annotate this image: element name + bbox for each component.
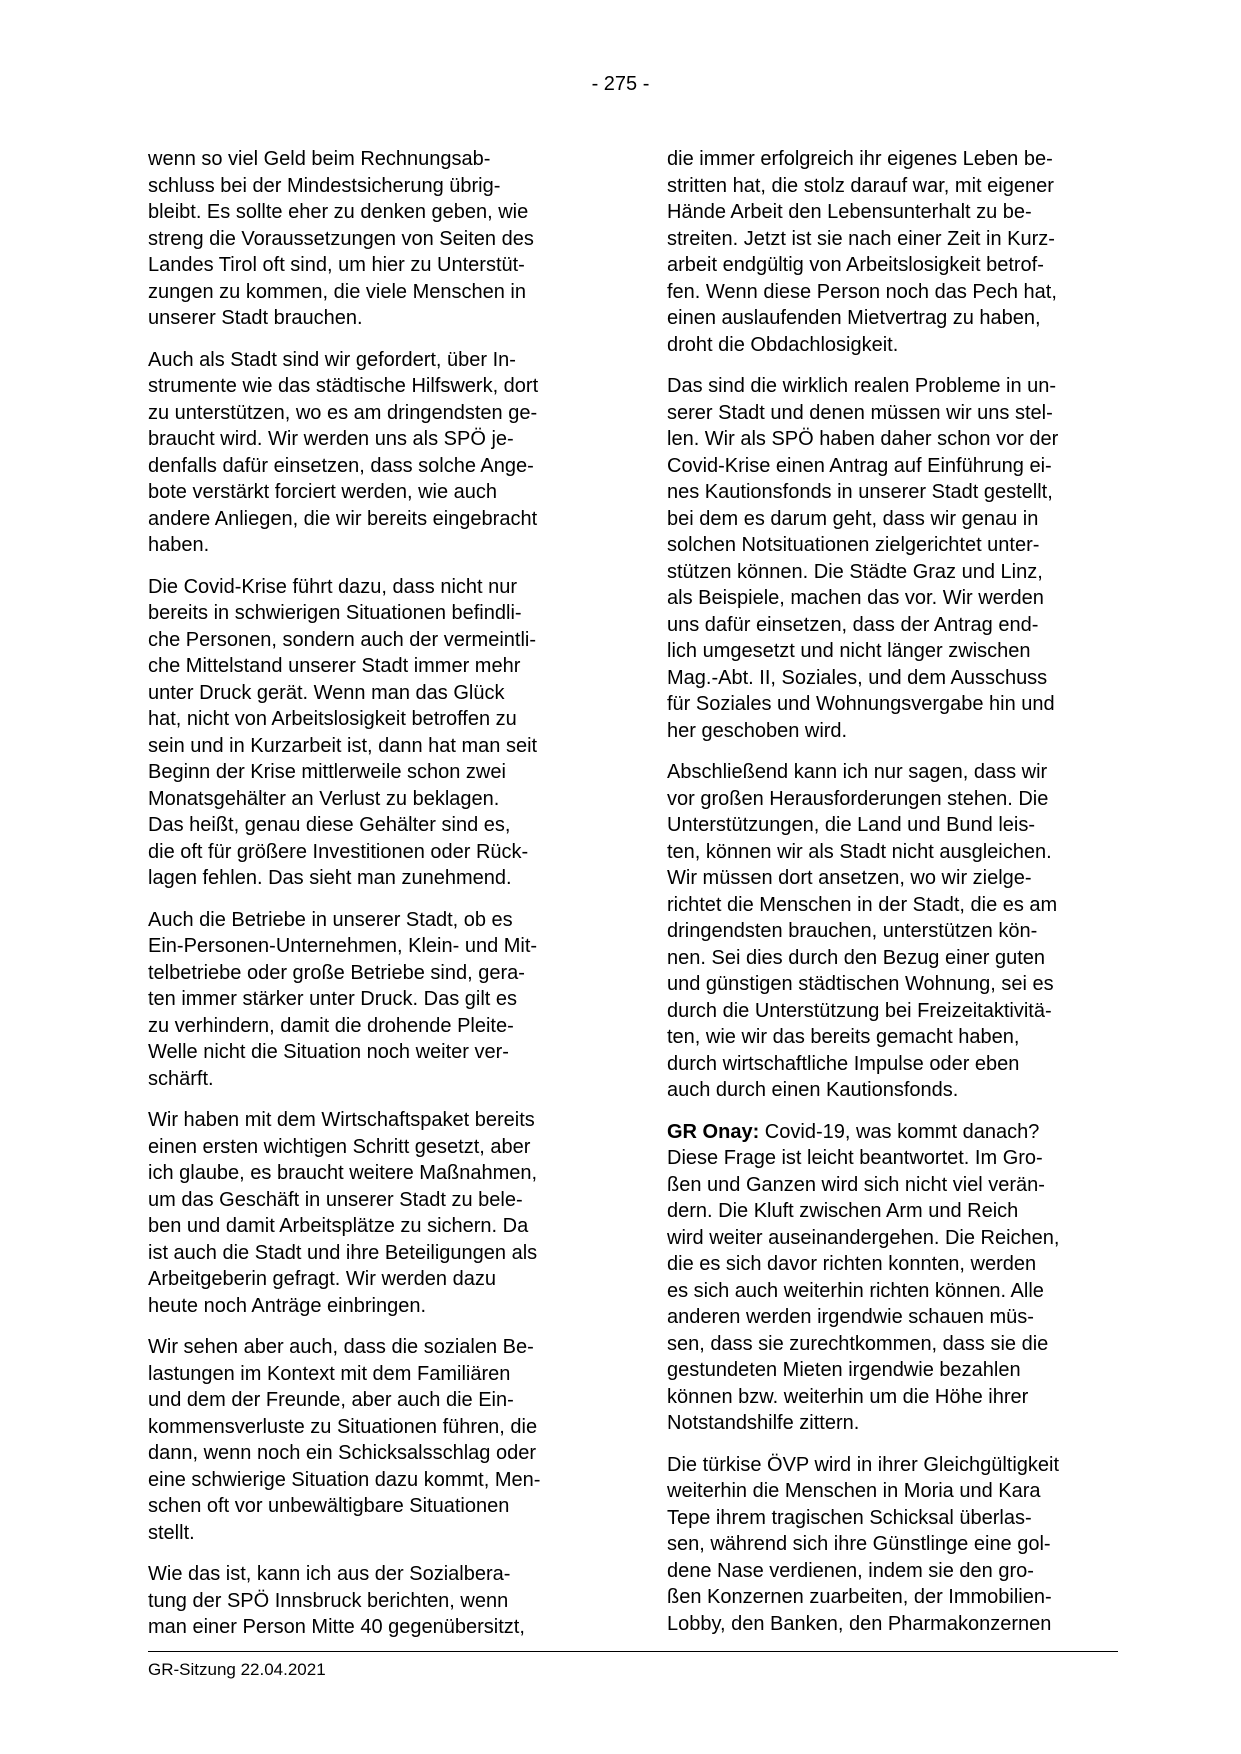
paragraph (667, 1119, 1113, 1437)
text-line: können bzw. weiterhin um die Höhe ihrer (667, 1385, 1029, 1408)
text-line: Tepe ihrem tragischen Schicksal überlas- (667, 1506, 1032, 1529)
text-line: die es sich davor richten konnten, werden (667, 1253, 1037, 1275)
text-line: wird weiter auseinandergehen. Die Reichen, (667, 1226, 1060, 1249)
text-line: solchen Notsituationen zielgerichtet unter- (667, 534, 1040, 556)
text-line: Auch die Betriebe in unserer Stadt, ob es (148, 908, 513, 931)
text-line: schen oft vor unbewältigbare Situationen (148, 1495, 510, 1517)
text-line: ßen Konzernen zuarbeiten, der Immobilien- (667, 1586, 1052, 1608)
text-line: bleibt. Es sollte eher zu denken geben, wie (148, 201, 529, 223)
text-line: Das sind die wirklich realen Probleme in un- (667, 375, 1057, 397)
text-line: eine schwierige Situation dazu kommt, Men- (148, 1468, 541, 1491)
text-line: lich umgesetzt und nicht länger zwischen (667, 640, 1031, 662)
paragraph (148, 347, 594, 559)
text-line: dern. Die Kluft zwischen Arm und Reich (667, 1200, 1019, 1222)
text-line: len. Wir als SPÖ haben daher schon vor der (667, 428, 1059, 450)
text-line: durch wirtschaftliche Impulse oder eben (667, 1052, 1020, 1075)
text-line: stritten hat, die stolz darauf war, mit eigener (667, 174, 1054, 197)
text-line: wenn so viel Geld beim Rechnungsab- (148, 148, 491, 170)
footer-session-date: GR-Sitzung 22.04.2021 (148, 1660, 326, 1679)
text-line: haben. (148, 534, 210, 556)
text-line: che Personen, sondern auch der vermeintli- (148, 628, 536, 651)
text-line: ten, wie wir das bereits gemacht haben, (667, 1026, 1020, 1048)
text-line: Die türkise ÖVP wird in ihrer Gleichgültigkeit (667, 1453, 1060, 1476)
paragraph (148, 1561, 594, 1641)
text-line: Hände Arbeit den Lebensunterhalt zu be- (667, 201, 1032, 223)
text-line: kommensverluste zu Situationen führen, die (148, 1415, 538, 1438)
text-line: vor großen Herausforderungen stehen. Die (667, 787, 1049, 810)
text-line: bei dem es darum geht, dass wir genau in (667, 507, 1039, 530)
page-number: - 275 - (591, 73, 650, 95)
text-line: schärft. (148, 1067, 214, 1090)
paragraph (667, 146, 1113, 358)
text-line: zungen zu kommen, die viele Menschen in (148, 280, 526, 303)
text-line: einen ersten wichtigen Schritt gesetzt, aber (148, 1135, 531, 1158)
text-line: tung der SPÖ Innsbruck berichten, wenn (148, 1589, 509, 1612)
text-line: dringendsten brauchen, unterstützen kön- (667, 920, 1038, 942)
text-line: ist auch die Stadt und ihre Beteiligungen als (148, 1241, 538, 1264)
speaker-name: GR Onay: (667, 1120, 760, 1143)
text-line: Ein-Personen-Unternehmen, Klein- und Mit- (148, 935, 538, 957)
text-line: stellt. (148, 1521, 195, 1544)
text-line: nes Kautionsfonds in unserer Stadt gestellt, (667, 481, 1053, 503)
text-line: hat, nicht von Arbeitslosigkeit betroffen zu (148, 708, 517, 730)
text-line: Wir haben mit dem Wirtschaftspaket bereits (148, 1109, 535, 1131)
text-line: stützen können. Die Städte Graz und Linz, (667, 560, 1043, 583)
left-text-column (148, 146, 594, 1656)
text-line: richtet die Menschen in der Stadt, die es am (667, 893, 1058, 916)
text-line: Wie das ist, kann ich aus der Sozialbera- (148, 1563, 511, 1585)
text-line: sein und in Kurzarbeit ist, dann hat man seit (148, 734, 538, 757)
text-line: heute noch Anträge einbringen. (148, 1294, 426, 1317)
text-line: ten immer stärker unter Druck. Das gilt es (148, 988, 517, 1010)
text-line: sen, während sich ihre Günstlinge eine gol- (667, 1533, 1051, 1555)
paragraph (148, 574, 594, 892)
text-line: Landes Tirol oft sind, um hier zu Unterstüt- (148, 254, 525, 276)
text-line: Wir müssen dort ansetzen, wo wir zielge- (667, 867, 1032, 889)
text-line: Unterstützungen, die Land und Bund leis- (667, 814, 1036, 836)
right-text-column (667, 146, 1113, 1652)
text-line: und dem der Freunde, aber auch die Ein- (148, 1389, 514, 1411)
text-line: anderen werden irgendwie schauen müs- (667, 1306, 1034, 1328)
text-line: unter Druck gerät. Wenn man das Glück (148, 681, 505, 704)
text-line: Arbeitgeberin gefragt. Wir werden dazu (148, 1268, 496, 1290)
text-line: und günstigen städtischen Wohnung, sei es (667, 973, 1054, 995)
text-line: Auch als Stadt sind wir gefordert, über In- (148, 348, 516, 371)
text-line: ßen und Ganzen wird sich nicht viel verän- (667, 1173, 1045, 1196)
text-line: es sich auch weiterhin richten können. Alle (667, 1279, 1044, 1302)
text-line: Covid-Krise einen Antrag auf Einführung ei- (667, 454, 1052, 477)
text-line: bereits in schwierigen Situationen befindli- (148, 602, 522, 624)
text-line: man einer Person Mitte 40 gegenübersitzt, (148, 1616, 525, 1638)
text-line: arbeit endgültig von Arbeitslosigkeit betrof- (667, 254, 1044, 276)
text-line: ben und damit Arbeitsplätze zu sichern. Da (148, 1215, 529, 1237)
text-line: Covid-19, was kommt danach? (759, 1120, 1040, 1143)
text-line: Die Covid-Krise führt dazu, dass nicht nur (148, 575, 518, 598)
text-line: durch die Unterstützung bei Freizeitaktivitä- (667, 999, 1052, 1022)
text-line: lagen fehlen. Das sieht man zunehmend. (148, 867, 512, 889)
text-line: einen auslaufenden Mietvertrag zu haben, (667, 307, 1041, 329)
text-line: droht die Obdachlosigkeit. (667, 333, 899, 356)
text-line: Mag.-Abt. II, Soziales, und dem Ausschuss (667, 666, 1048, 689)
text-line: fen. Wenn diese Person noch das Pech hat, (667, 280, 1057, 303)
text-line: streng die Voraussetzungen von Seiten des (148, 227, 534, 250)
paragraph (667, 373, 1113, 744)
text-line: Beginn der Krise mittlerweile schon zwei (148, 761, 506, 783)
footer-divider (148, 1651, 1118, 1652)
text-line: Wir sehen aber auch, dass die sozialen Be- (148, 1336, 534, 1358)
text-line: streiten. Jetzt ist sie nach einer Zeit in Kurz- (667, 227, 1055, 250)
text-line: die immer erfolgreich ihr eigenes Leben be- (667, 148, 1053, 170)
text-line: Lobby, den Banken, den Pharmakonzernen (667, 1612, 1052, 1635)
text-line: dene Nase verdienen, indem sie den gro- (667, 1559, 1034, 1582)
text-line: Abschließend kann ich nur sagen, dass wir (667, 761, 1048, 783)
text-line: Notstandshilfe zittern. (667, 1412, 860, 1434)
paragraph (148, 907, 594, 1093)
text-line: che Mittelstand unserer Stadt immer mehr (148, 655, 521, 677)
text-line: zu verhindern, damit die drohende Pleite- (148, 1014, 514, 1037)
paragraph (148, 1334, 594, 1546)
text-line: gestundeten Mieten irgendwie bezahlen (667, 1359, 1021, 1381)
paragraph (667, 1452, 1113, 1638)
text-line: Diese Frage ist leicht beantwortet. Im Gro- (667, 1147, 1043, 1169)
text-line: auch durch einen Kautionsfonds. (667, 1079, 959, 1101)
text-line: braucht wird. Wir werden uns als SPÖ je- (148, 428, 514, 450)
text-line: weiterhin die Menschen in Moria und Kara (667, 1480, 1041, 1502)
text-line: denfalls dafür einsetzen, dass solche Ange- (148, 454, 534, 477)
text-line: unserer Stadt brauchen. (148, 307, 363, 329)
text-line: die oft für größere Investitionen oder Rück- (148, 840, 529, 863)
text-line: ten, können wir als Stadt nicht ausgleichen. (667, 840, 1052, 863)
paragraph (148, 146, 594, 332)
text-line: serer Stadt und denen müssen wir uns stel- (667, 401, 1053, 424)
text-line: nen. Sei dies durch den Bezug einer guten (667, 946, 1046, 969)
text-line: telbetriebe oder große Betriebe sind, gera- (148, 961, 525, 984)
text-line: schluss bei der Mindestsicherung übrig- (148, 174, 501, 197)
text-line: ich glaube, es braucht weitere Maßnahmen, (148, 1162, 538, 1184)
text-line: bote verstärkt forciert werden, wie auch (148, 481, 498, 503)
text-line: uns dafür einsetzen, dass der Antrag end- (667, 613, 1039, 636)
text-line: her geschoben wird. (667, 719, 848, 742)
text-line: als Beispiele, machen das vor. Wir werden (667, 587, 1044, 609)
text-line: andere Anliegen, die wir bereits eingebracht (148, 507, 538, 530)
text-line: Monatsgehälter an Verlust zu beklagen. (148, 787, 500, 810)
text-line: Welle nicht die Situation noch weiter ver- (148, 1041, 509, 1063)
text-line: zu unterstützen, wo es am dringendsten ge- (148, 401, 538, 424)
text-line: sen, dass sie zurechtkommen, dass sie die (667, 1332, 1049, 1355)
paragraph (667, 759, 1113, 1104)
text-line: dann, wenn noch ein Schicksalsschlag oder (148, 1442, 537, 1464)
text-line: lastungen im Kontext mit dem Familiären (148, 1362, 511, 1385)
text-line: Das heißt, genau diese Gehälter sind es, (148, 814, 511, 836)
text-line: um das Geschäft in unserer Stadt zu bele- (148, 1188, 523, 1211)
paragraph (148, 1107, 594, 1319)
text-line: für Soziales und Wohnungsvergabe hin und (667, 693, 1055, 715)
text-line: strumente wie das städtische Hilfswerk, dort (148, 375, 539, 397)
